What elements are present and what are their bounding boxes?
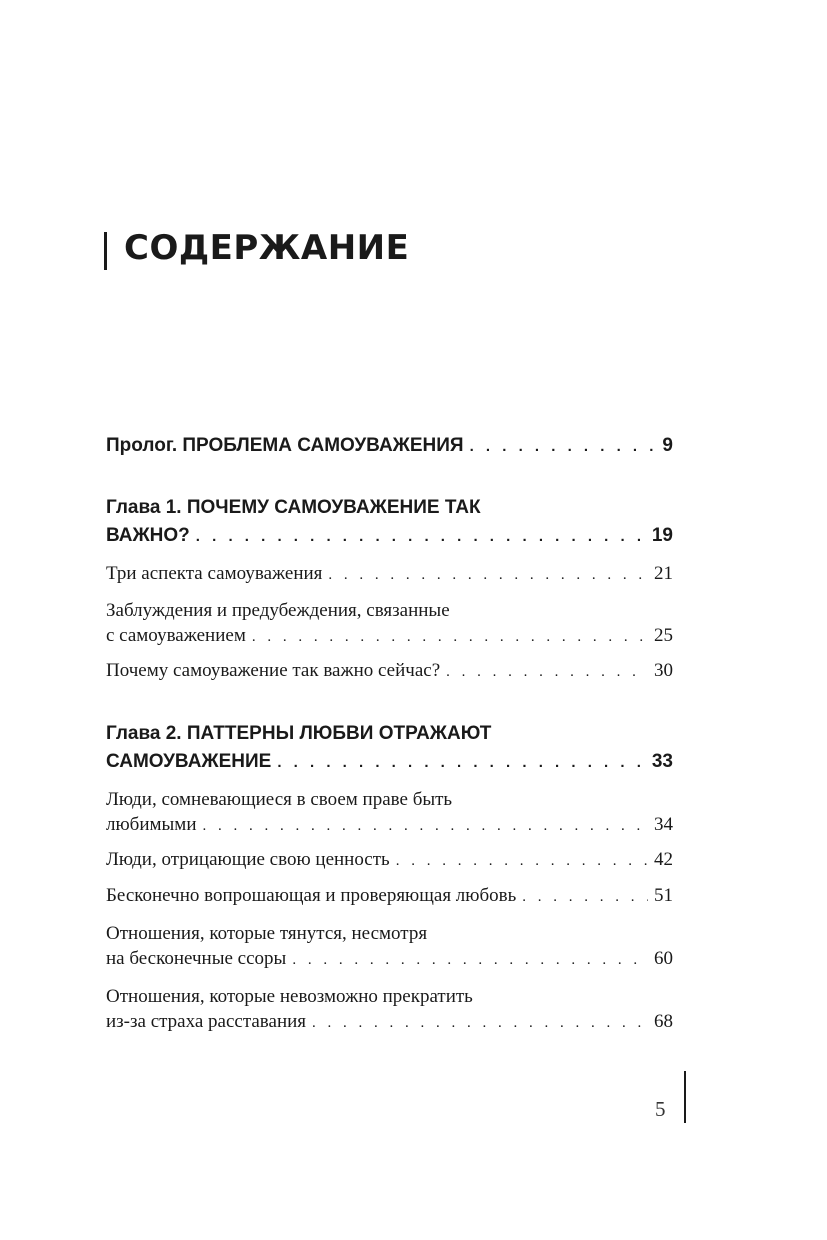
page-number-rule [684, 1071, 686, 1123]
toc-page-number: 33 [651, 751, 673, 772]
toc-entry-title: Глава 1. ПОЧЕМУ САМОУВАЖЕНИЕ ТАК [106, 497, 481, 518]
toc-page-number: 30 [654, 660, 673, 681]
toc-entry-section[interactable] [106, 598, 673, 650]
toc-page-number: 60 [654, 948, 673, 969]
toc-entry-title: Отношения, которые невозможно прекратить [106, 986, 473, 1007]
toc-entry-section[interactable] [106, 658, 673, 685]
toc-page-number: 34 [654, 814, 673, 835]
toc-entry-section[interactable] [106, 984, 673, 1036]
toc-entry-title: Люди, отрицающие свою ценность [106, 849, 390, 870]
dot-leader [252, 625, 648, 650]
page-title: СОДЕРЖАНИЕ [124, 228, 410, 268]
toc-entry-title-cont: САМОУВАЖЕНИЕ [106, 751, 272, 772]
dot-leader [470, 433, 657, 461]
toc-entry-title: Отношения, которые тянутся, несмотря [106, 923, 428, 944]
dot-leader [522, 885, 648, 910]
dot-leader [292, 948, 648, 973]
toc-entry-title: Бесконечно вопрошающая и проверяющая любовь [106, 885, 517, 906]
toc-entry-title-cont: из-за страха расставания [106, 1011, 307, 1032]
toc-entry-title-cont: на бесконечные ссоры [106, 948, 287, 969]
toc-entry-section[interactable] [106, 883, 673, 910]
toc-entry-title: Три аспекта самоуважения [106, 563, 323, 584]
toc-entry-title-cont: любимыми [106, 814, 197, 835]
toc-page-number: 9 [662, 435, 673, 456]
toc-entry-prologue[interactable] [106, 432, 673, 461]
dot-leader [196, 523, 646, 551]
toc-page-number: 25 [654, 625, 673, 646]
toc-entry-title-cont: ВАЖНО? [106, 525, 190, 546]
dot-leader [328, 563, 648, 588]
toc-entry-title: Люди, сомневающиеся в своем праве быть [106, 789, 453, 810]
page-number: 5 [655, 1097, 666, 1121]
toc-page-number: 51 [654, 885, 673, 906]
dot-leader [277, 749, 646, 777]
toc-page-number: 42 [654, 849, 673, 870]
toc-entry-section[interactable] [106, 847, 673, 874]
toc-entry-section[interactable] [106, 787, 673, 839]
toc-entry-title-cont: с самоуважением [106, 625, 246, 646]
toc-entry-title: Почему самоуважение так важно сейчас? [106, 660, 441, 681]
toc-entry-section[interactable] [106, 561, 673, 588]
title-accent-bar [104, 232, 107, 270]
dot-leader [446, 660, 648, 685]
toc-entry-title: Пролог. ПРОБЛЕМА САМОУВАЖЕНИЯ [106, 435, 464, 456]
toc-entry-title: Заблуждения и предубеждения, связанные [106, 600, 450, 621]
dot-leader [312, 1011, 648, 1036]
toc-entry-section[interactable] [106, 921, 673, 973]
toc-entry-title: Глава 2. ПАТТЕРНЫ ЛЮБВИ ОТРАЖАЮТ [106, 723, 492, 744]
dot-leader [203, 814, 649, 839]
toc-entry-chapter-2[interactable] [106, 720, 673, 777]
toc-page-number: 21 [654, 563, 673, 584]
dot-leader [396, 849, 648, 874]
toc-entry-chapter-1[interactable] [106, 494, 673, 551]
toc-page-number: 68 [654, 1011, 673, 1032]
toc-page-number: 19 [651, 525, 673, 546]
